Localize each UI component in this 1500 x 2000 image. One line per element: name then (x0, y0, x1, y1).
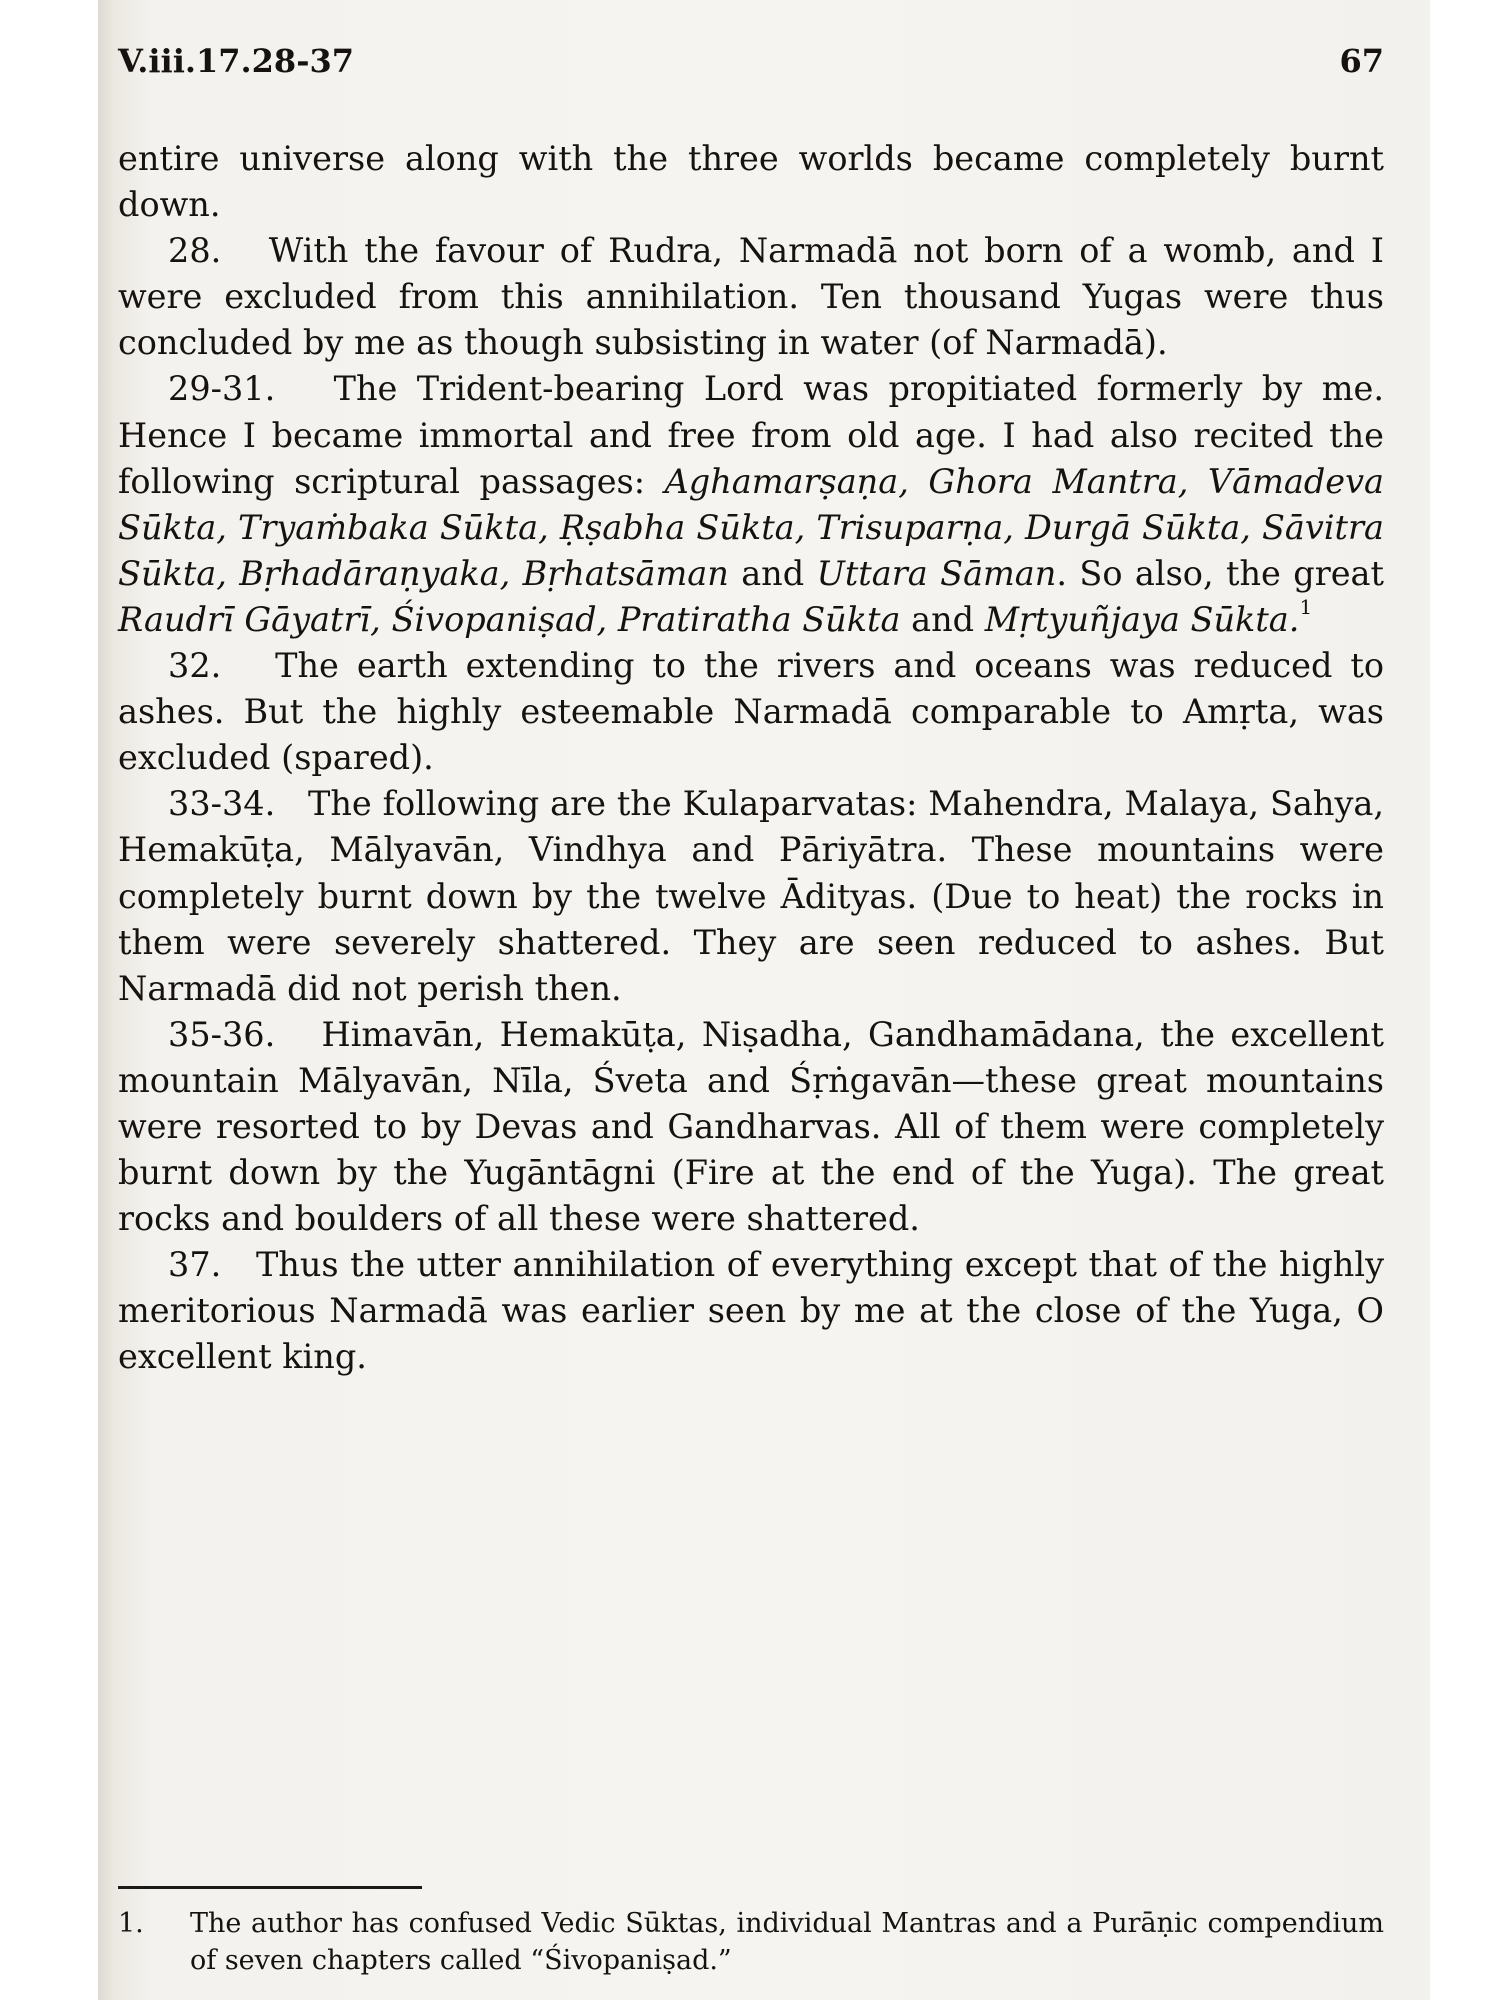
paragraph-continued: entire universe along with the three worlds became completely burnt down. (118, 139, 1384, 225)
verse-29-31 (118, 366, 1384, 643)
verse-text: and (728, 553, 817, 593)
verse-number: 35-36. (168, 1014, 276, 1054)
verse-37 (118, 1242, 1384, 1380)
page-number: 67 (1339, 42, 1384, 80)
verse-32 (118, 643, 1384, 781)
footnote-number: 1. (118, 1908, 144, 1939)
scripture-list: Raudrī Gāyatrī, Śivopaniṣad, Pratiratha Sūkta (118, 599, 901, 639)
verse-text: The following are the Kulaparvatas: Mahendra, Malaya, Sahya, Hemakūṭa, Mālyavān, Vindhya and Pāriyātra. These mountains were completely burnt down by the twelve Ādityas. (Due to heat) the rocks in them were severely shattered. They are seen reduced to ashes. But Narmadā did not perish then. (118, 784, 1384, 1008)
footnote-divider (118, 1886, 422, 1889)
verse-number: 29-31. (168, 369, 276, 409)
verse-number: 33-34. (168, 784, 276, 824)
verse-text: . So also, the great (1056, 553, 1384, 593)
footnote-reference: 1 (1299, 594, 1313, 619)
verse-text: With the favour of Rudra, Narmadā not born of a womb, and I were excluded from this annihilation. Ten thousand Yugas were thus concluded by me as though subsisting in water (of Narmadā). (118, 231, 1384, 363)
verse-33-34 (118, 781, 1384, 1011)
chapter-reference: V.iii.17.28-37 (118, 42, 354, 80)
verse-28 (118, 228, 1384, 366)
verse-number: 37. (168, 1245, 222, 1285)
running-header (118, 42, 1384, 80)
main-text (118, 136, 1384, 1381)
scripture-list: Aghamarṣaṇa, Ghora Mantra, Vāmadeva Sūkta, Tryaṁbaka Sūkta, Ṛṣabha Sūkta, Trisuparṇa, Durgā Sūkta, Sāvitra Sūkta, Bṛhadāraṇyaka, Bṛhatsāman (118, 461, 1384, 593)
verse-number: 28. (168, 231, 222, 271)
scripture-title: Mṛtyuñjaya Sūkta. (984, 599, 1300, 639)
verse-text: The earth extending to the rivers and oceans was reduced to ashes. But the highly esteemable Narmadā comparable to Amṛta, was excluded (spared). (118, 646, 1384, 778)
verse-text: Himavān, Hemakūṭa, Niṣadha, Gandhamādana, the excellent mountain Mālyavān, Nīla, Śveta and Śṛṅgavān—these great mountains were resorted to by Devas and Gandharvas. All of them were completely burnt down by the Yugāntāgni (Fire at the end of the Yuga). The great rocks and boulders of all these were shattered. (118, 1014, 1384, 1239)
scripture-title: Uttara Sāman (816, 553, 1057, 593)
verse-number: 32. (168, 646, 222, 686)
verse-text: The Trident-bearing Lord was propitiated formerly by me. Hence I became immortal and free from old age. I had also recited the following scriptural passages: (118, 369, 1384, 501)
footnote-text: The author has confused Vedic Sūktas, individual Mantras and a Purāṇic compendium of seven chapters called “Śivopaniṣad.” (190, 1908, 1384, 1976)
verse-35-36 (118, 1012, 1384, 1242)
verse-text: and (900, 599, 985, 639)
footnote (118, 1905, 1384, 1979)
verse-text: Thus the utter annihilation of everything except that of the highly meritorious Narmadā was earlier seen by me at the close of the Yuga, O excellent king. (118, 1245, 1384, 1377)
